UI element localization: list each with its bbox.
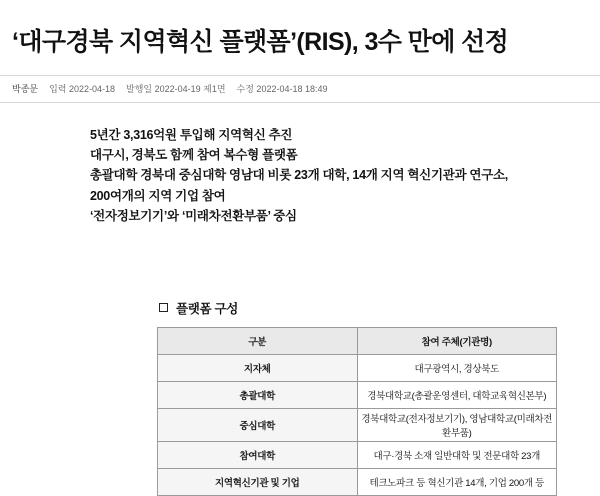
table-cell-category: 지자체 — [158, 354, 358, 381]
platform-composition-table — [157, 327, 557, 496]
article-issue-info: 발행일 2022-04-19 제1면 — [126, 83, 226, 94]
table-cell-category: 중심대학 — [158, 408, 358, 441]
article-meta-bar — [0, 75, 600, 103]
table-row — [158, 408, 557, 441]
table-cell-participants: 경북대학교(전자정보기기), 영남대학교(미래차전환부품) — [357, 408, 557, 441]
table-cell-participants: 대구·경북 소재 일반대학 및 전문대학 23개 — [357, 441, 557, 468]
table-cell-participants: 대구광역시, 경상북도 — [357, 354, 557, 381]
table-row — [158, 381, 557, 408]
lede-line: 5년간 3,316억원 투입해 지역혁신 추진 — [90, 127, 293, 142]
square-bullet-icon — [159, 303, 168, 312]
article-page — [0, 17, 600, 489]
lede-line: 총괄대학 경북대 중심대학 영남대 비롯 23개 대학, 14개 지역 혁신기관과 연구소, — [90, 168, 508, 183]
table-row — [158, 468, 557, 495]
table-cell-participants: 테크노파크 등 혁신기관 14개, 기업 200개 등 — [357, 468, 557, 495]
article-updated-date: 수정 2022-04-18 18:49 — [236, 83, 328, 94]
lede-line: 200여개의 지역 기업 참여 — [90, 188, 226, 203]
table-header-cell: 구분 — [158, 327, 358, 354]
table-cell-category: 지역혁신기관 및 기업 — [158, 468, 358, 495]
table-cell-category: 참여대학 — [158, 441, 358, 468]
table-row — [158, 354, 557, 381]
article-published-date: 입력 2022-04-18 — [49, 83, 116, 94]
table-row — [158, 441, 557, 468]
page-title: ‘대구경북 지역혁신 플랫폼’(RIS), 3수 만에 선정 — [12, 27, 509, 56]
platform-composition-section — [157, 299, 557, 496]
lede-line: ‘전자정보기기’와 ‘미래차전환부품’ 중심 — [90, 208, 297, 223]
table-caption — [157, 299, 557, 317]
table-caption-label: 플랫폼 구성 — [176, 301, 239, 316]
table-cell-category: 총괄대학 — [158, 381, 358, 408]
lede-line: 대구시, 경북도 함께 참여 복수형 플랫폼 — [90, 148, 298, 162]
table-cell-participants: 경북대학교(총괄운영센터, 대학교육혁신본부) — [357, 381, 557, 408]
table-header-row — [158, 327, 557, 354]
article-author: 박종문 — [12, 83, 39, 94]
table-header-cell: 참여 주체(기관명) — [357, 327, 557, 354]
article-lede — [0, 103, 600, 226]
